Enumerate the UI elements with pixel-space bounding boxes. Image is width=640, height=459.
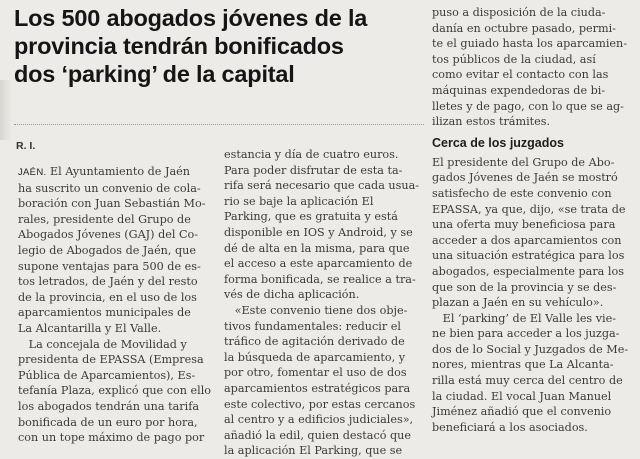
- text-line: abogados, especialmente para los: [432, 264, 624, 278]
- text-line: una oferta muy beneficiosa para: [432, 218, 616, 232]
- text-line: gados Jóvenes de Jaén se mostró: [432, 171, 618, 185]
- text-line: La concejala de Movilidad y: [18, 337, 187, 351]
- headline-line: Los 500 abogados jóvenes de la: [14, 5, 368, 31]
- text-line: la aplicación El Parking, que se: [224, 444, 403, 458]
- text-line: Pública de Aparcamientos), Es-: [18, 368, 196, 382]
- text-line: tivos fundamentales: reducir el: [224, 319, 401, 333]
- text-line: plazan a Jaén en su vehículo».: [432, 296, 604, 310]
- text-line: tos letrados, de Jaén y del resto: [18, 275, 198, 289]
- text-line: La Alcantarilla y El Valle.: [18, 321, 162, 335]
- headline-divider: [14, 124, 424, 125]
- text-line: bonificada de un euro por hora,: [18, 415, 198, 429]
- text-line: tráfico de agitación derivado de: [224, 335, 405, 349]
- text-line: te el guiado hasta los aparcamien-: [432, 37, 628, 51]
- text-line: satisfecho de este convenio con: [432, 186, 612, 200]
- text-line: estancia y día de cuatro euros.: [224, 148, 399, 161]
- dateline-place: JAÉN.: [18, 167, 47, 178]
- text-line: tos públicos de la ciudad, así: [432, 52, 596, 66]
- text-line: una situación estratégica para los: [432, 249, 625, 263]
- text-line: nores, mientras que La Alcanta-: [432, 358, 614, 372]
- text-line: beneficiará a los asociados.: [432, 420, 588, 434]
- text-line: dos de lo Social y Juzgados de Me-: [432, 342, 629, 356]
- text-line: disponible en IOS y Android, y se: [224, 225, 413, 239]
- text-line: añadió la edil, quien destacó que: [224, 428, 411, 442]
- text-line: de la provincia, en el uso de los: [18, 290, 197, 304]
- text-line: el acceso a este aparcamiento de: [224, 257, 413, 271]
- article-headline: [14, 4, 424, 88]
- text-line: danía en octubre pasado, permi-: [432, 21, 616, 35]
- article-column-1: [18, 164, 214, 446]
- text-line: que son de la provincia y se des-: [432, 280, 617, 294]
- headline-line: dos ‘parking’ de la capital: [14, 61, 295, 87]
- text-line: rio se baje la aplicación El: [224, 194, 374, 208]
- text-line: la ciudad. El vocal Juan Manuel: [432, 389, 612, 403]
- text-line: supone ventajas para 500 de es-: [18, 259, 201, 273]
- text-line: rifa será necesario que cada usua-: [224, 179, 420, 193]
- text-line: acceder a dos aparcamientos con: [432, 233, 622, 247]
- text-line: dé de alta en la misma, para que: [224, 241, 410, 255]
- text-line: boración con Juan Sebastián Mo-: [18, 197, 206, 211]
- text-line: rales, presidente del Grupo de: [18, 212, 191, 226]
- text-line: Parking, que es gratuita y está: [224, 210, 398, 224]
- text-line: al centro y a edificios judiciales»,: [224, 413, 414, 427]
- text-line: vés de dicha aplicación.: [224, 288, 360, 302]
- text-line: El ‘parking’ de El Valle les vie-: [432, 311, 617, 325]
- text-line: [18, 164, 214, 181]
- text-line: EPASSA, ya que, dijo, «se trata de: [432, 202, 626, 216]
- section-subheading: Cerca de los juzgados: [432, 135, 564, 150]
- headline-line: provincia tendrán bonificados: [14, 33, 344, 59]
- text-line: legio de Abogados de Jaén, que: [18, 243, 196, 257]
- text-line: rilla está muy cerca del centro de: [432, 374, 623, 388]
- bleed-through-shade: [0, 80, 12, 140]
- text-line: aparcamientos estratégicos para: [224, 381, 411, 395]
- text-line: aparcamientos municipales de: [18, 306, 191, 320]
- text-line-span: El Ayuntamiento de Jaén: [46, 165, 190, 178]
- text-line: con un tope máximo de pago por: [18, 431, 205, 445]
- byline: R. I.: [16, 140, 36, 152]
- text-line: lletes y de pago, con lo que se ag-: [432, 99, 624, 113]
- text-line: ha suscrito un convenio de cola-: [18, 181, 201, 195]
- text-line: la búsqueda de aparcamiento, y: [224, 350, 406, 364]
- text-line: los abogados tendrán una tarifa: [18, 399, 200, 413]
- text-line: ne bien para acceder a los juzga-: [432, 327, 620, 341]
- text-line: «Este convenio tiene dos obje-: [224, 303, 408, 317]
- text-line: forma bonificada, se realice a tra-: [224, 272, 416, 286]
- text-line: Abogados Jóvenes (GAJ) del Co-: [18, 228, 199, 242]
- text-line: ilizan estos trámites.: [432, 115, 551, 129]
- text-line: Jiménez añadió que el convenio: [432, 405, 612, 419]
- text-line: El presidente del Grupo de Abo-: [432, 155, 615, 169]
- article-column-3: [432, 5, 628, 435]
- text-line: Para poder disfrutar de esta ta-: [224, 163, 403, 177]
- text-line: este colectivo, por estas cercanos: [224, 397, 416, 411]
- text-line: máquinas expendedoras de bi-: [432, 83, 606, 97]
- text-line: como evitar el contacto con las: [432, 68, 609, 82]
- article-column-2: [224, 147, 420, 459]
- text-line: presidenta de EPASSA (Empresa: [18, 353, 204, 367]
- text-line: por otro, fomentar el uso de dos: [224, 366, 407, 380]
- text-line: puso a disposición de la ciuda-: [432, 6, 606, 19]
- text-line: tefanía Plaza, explicó que con ello: [18, 384, 212, 398]
